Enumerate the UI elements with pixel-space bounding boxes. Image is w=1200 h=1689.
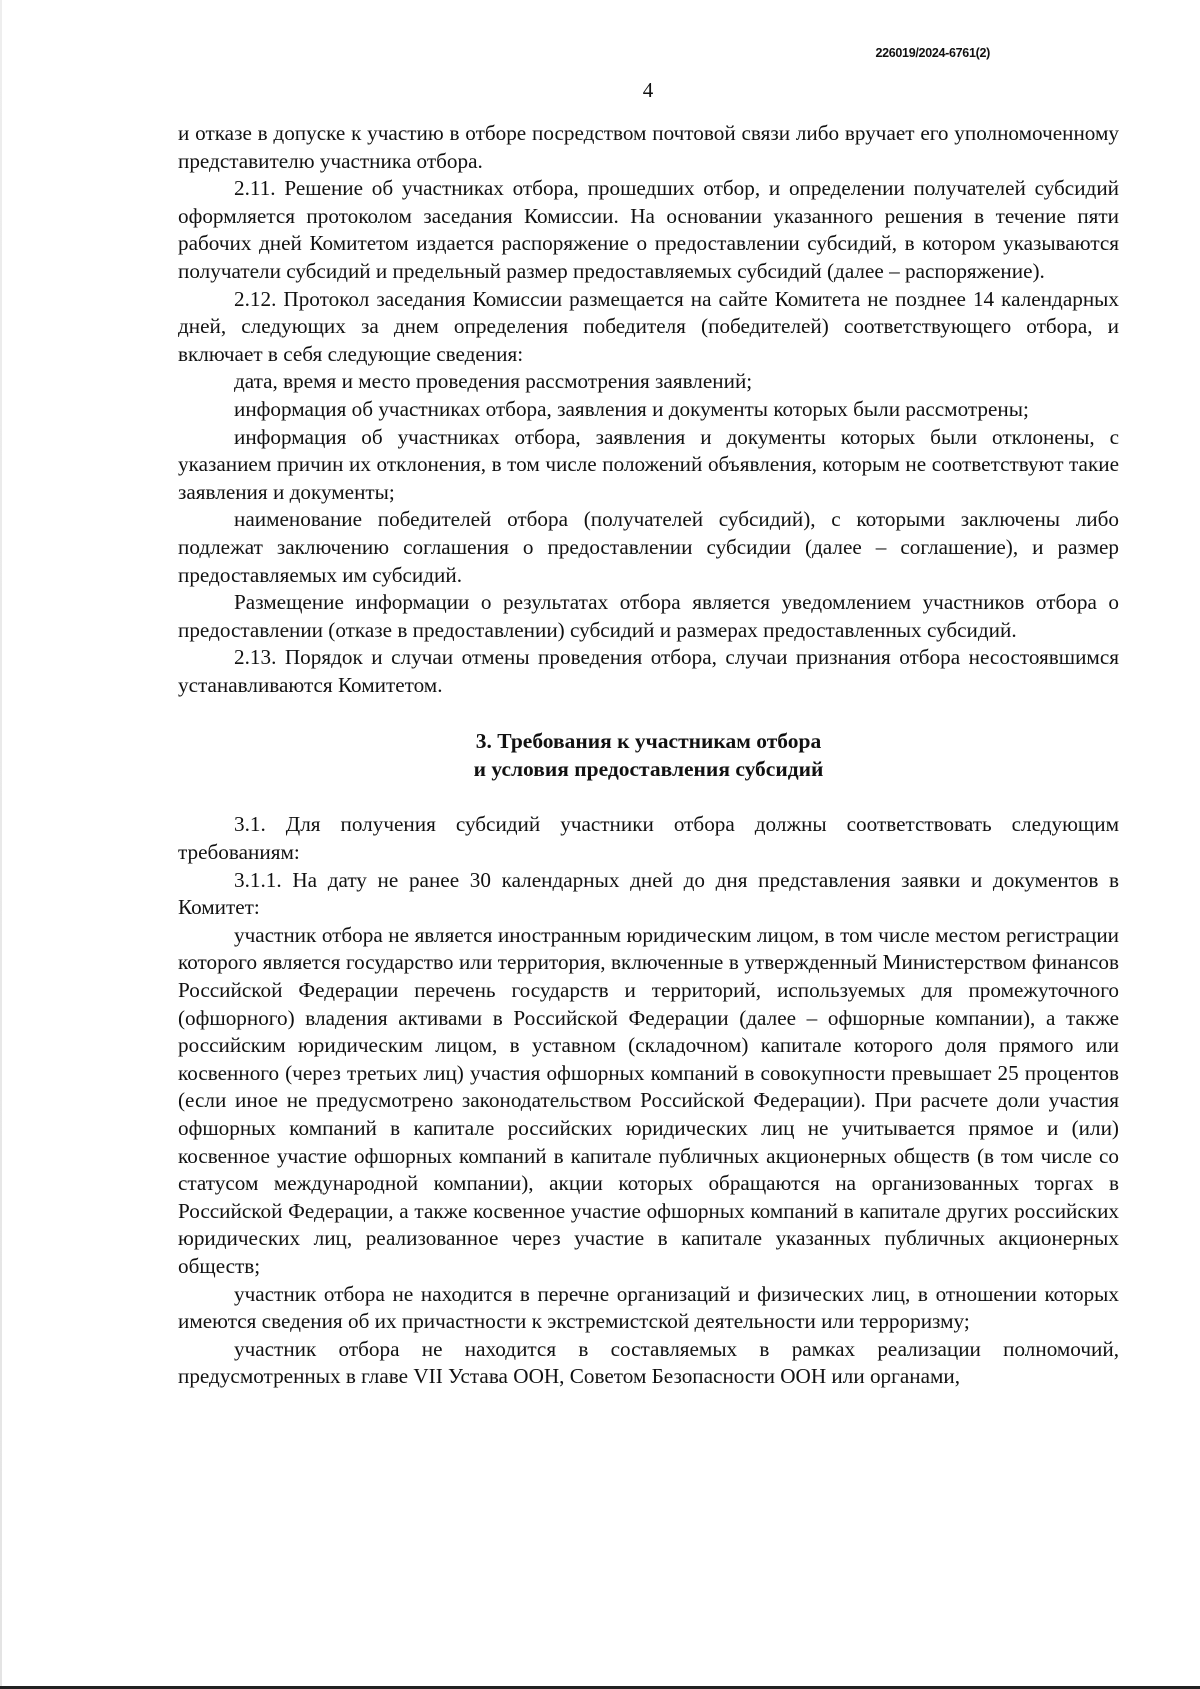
- list-item-reviewed-participants: информация об участниках отбора, заявления и документы которых были рассмотрены;: [234, 396, 1029, 421]
- list-item-rejected-participants: информация об участниках отбора, заявления и документы которых были отклонены, с указанием причин их отклонения, в том числе положений объявления, которым не соответствуют такие заявления и документы;: [178, 424, 1119, 504]
- scan-edge: [0, 0, 2, 1689]
- requirement-offshore: участник отбора не является иностранным юридическим лицом, в том числе местом регистрации которого является государство или территория, включенные в утвержденный Министерством финансов Российской Федерации перечень государств и территорий, используемых для промежуточного (офшорного) владения активами в Российской Федерации (далее – офшорные компании), а также российским юридическим лицом, в уставном (складочном) капитале которого доля прямого или косвенного (через третьих лиц) участия офшорных компаний в совокупности превышает 25 процентов (если иное не предусмотрено законодательством Российской Федерации). При расчете доли участия офшорных компаний в капитале российских юридических лиц не учитывается прямое и (или) косвенное участие офшорных компаний в капитале публичных акционерных обществ (в том числе со статусом международной компании), акции которых обращаются на организованных торгах в Российской Федерации, а также косвенное участие офшорных компаний в капитале других российских юридических лиц, реализованное через участие в капитале указанных публичных акционерных обществ;: [178, 922, 1119, 1278]
- list-item-winners: наименование победителей отбора (получателей субсидий), с которыми заключены либо подлежат заключению соглашения о предоставлении субсидии (далее – соглашение), и размер предоставляемых им субсидий.: [178, 507, 1119, 587]
- section-3-heading-line2: и условия предоставления субсидий: [473, 757, 824, 782]
- paragraph-2-12: 2.12. Протокол заседания Комиссии размещается на сайте Комитета не позднее 14 календарных дней, следующих за днем определения победителя (победителей) соответствующего отбора, и включает в себя следующие сведения:: [178, 286, 1119, 366]
- paragraph-3-1: 3.1. Для получения субсидий участники отбора должны соответствовать следующим требованиям:: [178, 812, 1119, 865]
- section-3-heading-line1: 3. Требования к участникам отбора: [475, 729, 822, 754]
- document-registration-code: 226019/2024-6761(2): [875, 46, 990, 60]
- paragraph-2-13: 2.13. Порядок и случаи отмены проведения отбора, случаи признания отбора несостоявшимся устанавливаются Комитетом.: [178, 645, 1119, 697]
- paragraph-continuation: и отказе в допуске к участию в отборе посредством почтовой связи либо вручает его уполномоченному представителю участника отбора.: [178, 121, 1119, 173]
- requirement-un-list: участник отбора не находится в составляемых в рамках реализации полномочий, предусмотренных в главе VII Устава ООН, Советом Безопасности ООН или органами,: [178, 1336, 1119, 1389]
- paragraph-2-11: 2.11. Решение об участниках отбора, прошедших отбор, и определении получателей субсидий оформляется протоколом заседания Комиссии. На основании указанного решения в течение пяти рабочих дней Комитетом издается распоряжение о предоставлении субсидий, в котором указываются получатели субсидий и предельный размер предоставляемых субсидий (далее – распоряжение).: [178, 176, 1119, 283]
- page-number: 4: [642, 78, 654, 102]
- paragraph-3-1-1: 3.1.1. На дату не ранее 30 календарных дней до дня представления заявки и документов в Комитет:: [178, 867, 1119, 920]
- paragraph-results-notice: Размещение информации о результатах отбора является уведомлением участников отбора о предоставлении (отказе в предоставлении) субсидий и размерах предоставленных субсидий.: [178, 590, 1119, 642]
- document-body: [178, 120, 1119, 1391]
- requirement-extremism-list: участник отбора не находится в перечне организаций и физических лиц, в отношении которых имеются сведения об их причастности к экстремистской деятельности или терроризму;: [178, 1281, 1119, 1334]
- section-3-heading: [178, 727, 1119, 783]
- list-item-date-place: дата, время и место проведения рассмотрения заявлений;: [234, 369, 753, 394]
